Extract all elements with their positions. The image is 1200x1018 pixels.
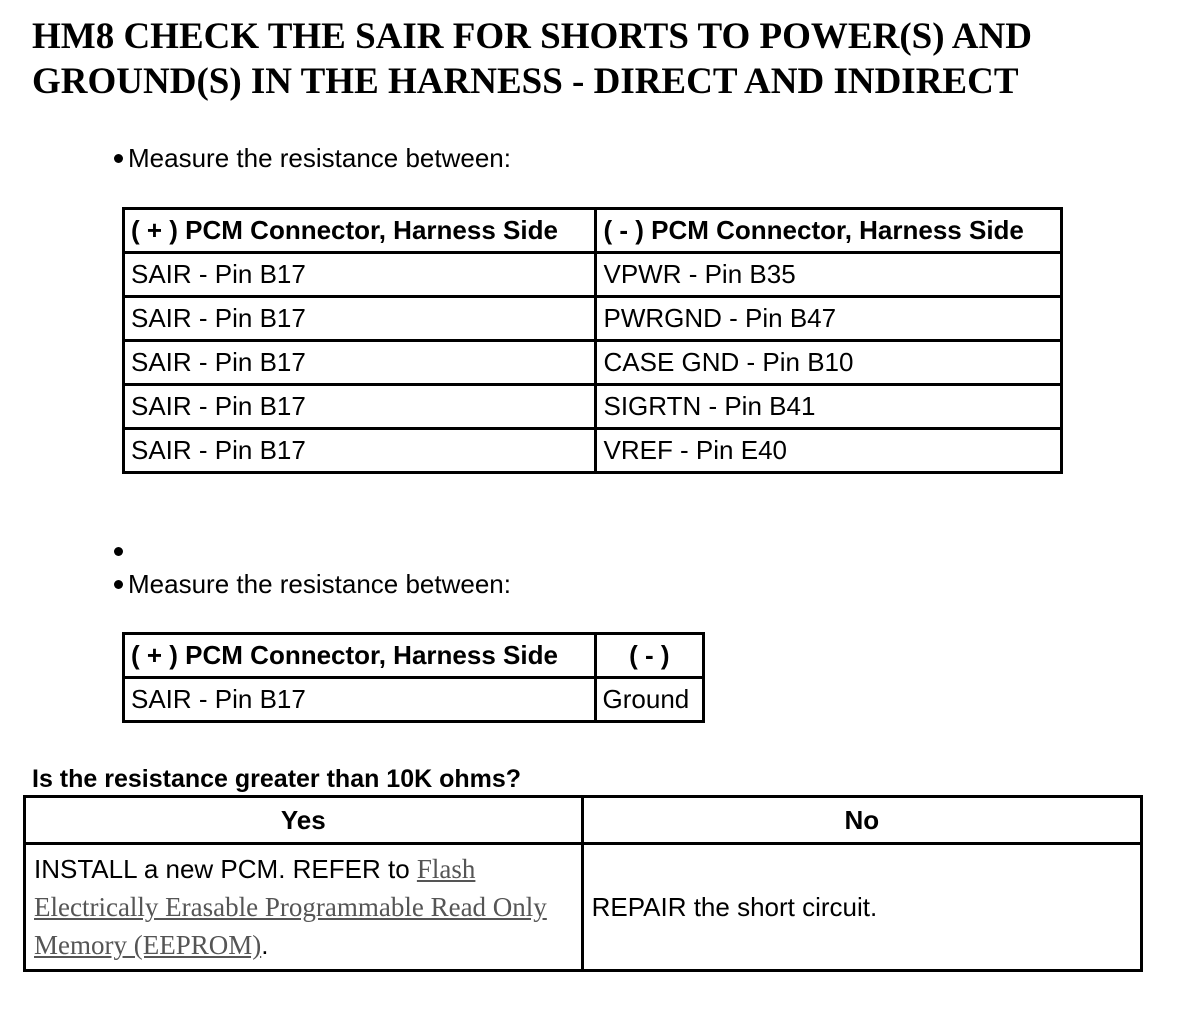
yes-cell (25, 844, 583, 971)
table-cell: SAIR - Pin B17 (124, 341, 596, 385)
table-cell: PWRGND - Pin B47 (596, 297, 1062, 341)
eeprom-link[interactable]: Flash Electrically Erasable Programmable Read Only Memory (EEPROM) (34, 854, 547, 960)
table-row (124, 429, 1062, 473)
instruction-1 (114, 143, 511, 173)
column-header-negative: ( - ) (595, 634, 703, 678)
result-table (23, 795, 1143, 972)
result-row (25, 844, 1142, 971)
bullet-icon (114, 580, 123, 589)
table-cell: SAIR - Pin B17 (124, 678, 596, 722)
bullet-icon (114, 154, 123, 163)
table-cell: SAIR - Pin B17 (124, 253, 596, 297)
table-cell: SIGRTN - Pin B41 (596, 385, 1062, 429)
table-row (124, 385, 1062, 429)
column-header-positive: ( + ) PCM Connector, Harness Side (124, 634, 596, 678)
column-header-positive: ( + ) PCM Connector, Harness Side (124, 209, 596, 253)
bullet-icon (114, 547, 123, 556)
instruction-2 (114, 569, 511, 599)
measurement-table-2 (122, 632, 705, 723)
table-cell: VREF - Pin E40 (596, 429, 1062, 473)
empty-bullet (114, 536, 128, 566)
page-title: HM8 CHECK THE SAIR FOR SHORTS TO POWER(S) AND GROUND(S) IN THE HARNESS - DIRECT AND INDIRECT (32, 16, 1032, 102)
table-cell: SAIR - Pin B17 (124, 385, 596, 429)
instruction-1-text: Measure the resistance between: (128, 143, 511, 173)
instruction-2-text: Measure the resistance between: (128, 569, 511, 599)
table-cell: VPWR - Pin B35 (596, 253, 1062, 297)
table-row (124, 341, 1062, 385)
yes-suffix: . (261, 930, 269, 960)
table-row (124, 297, 1062, 341)
table-row (124, 253, 1062, 297)
yes-action-text: INSTALL a new PCM. REFER to (34, 854, 417, 884)
measurement-table-1 (122, 207, 1063, 474)
no-header: No (582, 797, 1141, 844)
column-header-negative: ( - ) PCM Connector, Harness Side (596, 209, 1062, 253)
table-cell: Ground (595, 678, 703, 722)
table-cell: CASE GND - Pin B10 (596, 341, 1062, 385)
question-text: Is the resistance greater than 10K ohms? (32, 765, 522, 793)
no-cell: REPAIR the short circuit. (582, 844, 1141, 971)
table-cell: SAIR - Pin B17 (124, 297, 596, 341)
result-header-row (25, 797, 1142, 844)
table-header-row (124, 209, 1062, 253)
yes-header: Yes (25, 797, 583, 844)
table-row (124, 678, 704, 722)
table-header-row (124, 634, 704, 678)
table-cell: SAIR - Pin B17 (124, 429, 596, 473)
